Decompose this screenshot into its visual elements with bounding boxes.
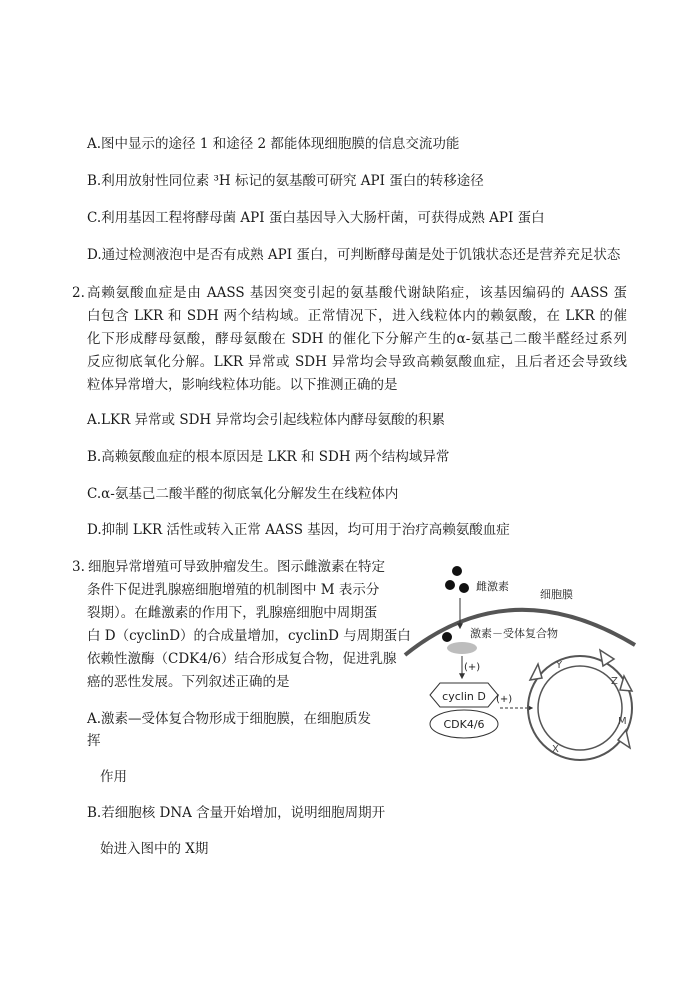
phase-y-label: Y bbox=[556, 660, 563, 671]
q3-option-a-line-3: 作用 bbox=[100, 769, 127, 785]
q2-option-b: B.高赖氨酸血症的根本原因是 LKR 和 SDH 两个结构域异常 bbox=[87, 449, 450, 465]
q3-option-b-line-2: 始进入图中的 X期 bbox=[100, 841, 209, 857]
q1-option-c: C.利用基因工程将酵母菌 API 蛋白基因导入大肠杆菌，可获得成熟 API 蛋白 bbox=[87, 210, 545, 226]
cell-cycle-outer-ring bbox=[528, 656, 632, 760]
q3-stem-line-1: 细胞异常增殖可导致肿瘤发生。图示雌激素在特定 bbox=[88, 559, 385, 575]
q3-option-a-line-1: A.激素—受体复合物形成于细胞膜，在细胞质发 bbox=[87, 711, 372, 727]
cell-cycle-diagram bbox=[400, 560, 640, 780]
q2-stem-line-2: 白包含 LKR 和 SDH 两个结构域。正常情况下，进入线粒体内的赖氨酸，在 LKR 的催 bbox=[87, 308, 627, 324]
q2-number: 2. bbox=[72, 285, 85, 301]
estrogen-label: 雌激素 bbox=[476, 580, 509, 593]
estrogen-dot-3 bbox=[459, 583, 469, 593]
cycle-arrowhead-1 bbox=[600, 650, 614, 666]
estrogen-dot-1 bbox=[452, 566, 462, 576]
phase-x-label: X bbox=[552, 744, 559, 755]
cyclin-d-label: cyclin D bbox=[442, 690, 486, 703]
receptor-shape bbox=[447, 642, 477, 654]
q3-stem-line-3: 裂期）。在雌激素的作用下，乳腺癌细胞中周期蛋 bbox=[87, 605, 378, 621]
q1-option-b: B.利用放射性同位素 ³H 标记的氨基酸可研究 API 蛋白的转移途径 bbox=[87, 173, 484, 189]
q2-option-c: C.α-氨基己二酸半醛的彻底氧化分解发生在线粒体内 bbox=[87, 486, 399, 502]
cell-cycle-inner-ring bbox=[538, 666, 622, 750]
estrogen-dot-2 bbox=[445, 580, 455, 590]
q2-stem-line-4: 反应彻底氧化分解。LKR 异常或 SDH 异常均会导致高赖氨酸血症，且后者还会导致线 bbox=[87, 354, 627, 370]
q1-option-a: A.图中显示的途径 1 和途径 2 都能体现细胞膜的信息交流功能 bbox=[87, 136, 460, 152]
cdk-label: CDK4/6 bbox=[443, 718, 485, 731]
q3-option-a-line-2: 挥 bbox=[87, 733, 101, 749]
hormone-dot bbox=[442, 632, 452, 642]
q3-stem-line-6: 癌的恶性发展。下列叙述正确的是 bbox=[87, 674, 290, 690]
q3-stem-line-4: 白 D（cyclinD）的合成量增加，cyclinD 与周期蛋白 bbox=[87, 628, 411, 644]
membrane-label: 细胞膜 bbox=[540, 588, 573, 601]
cycle-arrowhead-3 bbox=[618, 730, 630, 748]
q3-stem-line-5: 依赖性激酶（CDK4/6）结合形成复合物，促进乳腺 bbox=[87, 651, 397, 667]
phase-z-label: Z bbox=[611, 676, 618, 687]
plus-sign-1: (+) bbox=[464, 662, 481, 673]
q2-stem-line-5: 粒体异常增大，影响线粒体功能。以下推测正确的是 bbox=[87, 377, 398, 393]
q3-stem-line-2: 条件下促进乳腺癌细胞增殖的机制图中 M 表示分 bbox=[87, 582, 380, 598]
q1-option-d: D.通过检测液泡中是否有成熟 API 蛋白，可判断酵母菌是处于饥饿状态还是营养充足状态 bbox=[87, 247, 621, 263]
plus-sign-2: (+) bbox=[496, 694, 513, 705]
q2-option-a: A.LKR 异常或 SDH 异常均会引起线粒体内酵母氨酸的积累 bbox=[87, 412, 445, 428]
q2-stem-line-1: 高赖氨酸血症是由 AASS 基因突变引起的氨基酸代谢缺陷症，该基因编码的 AASS 蛋 bbox=[87, 285, 627, 301]
cycle-arrowhead-4 bbox=[530, 664, 542, 680]
q3-number: 3. bbox=[72, 559, 85, 575]
q3-option-b-line-1: B.若细胞核 DNA 含量开始增加，说明细胞周期开 bbox=[87, 805, 386, 821]
q2-option-d: D.抑制 LKR 活性或转入正常 AASS 基因，均可用于治疗高赖氨酸血症 bbox=[87, 522, 510, 538]
complex-label: 激素－受体复合物 bbox=[470, 627, 558, 640]
q2-stem-line-3: 化下形成酵母氨酸，酵母氨酸在 SDH 的催化下分解产生的α-氨基己二酸半醛经过系列 bbox=[87, 331, 627, 347]
phase-m-label: M bbox=[618, 716, 627, 727]
